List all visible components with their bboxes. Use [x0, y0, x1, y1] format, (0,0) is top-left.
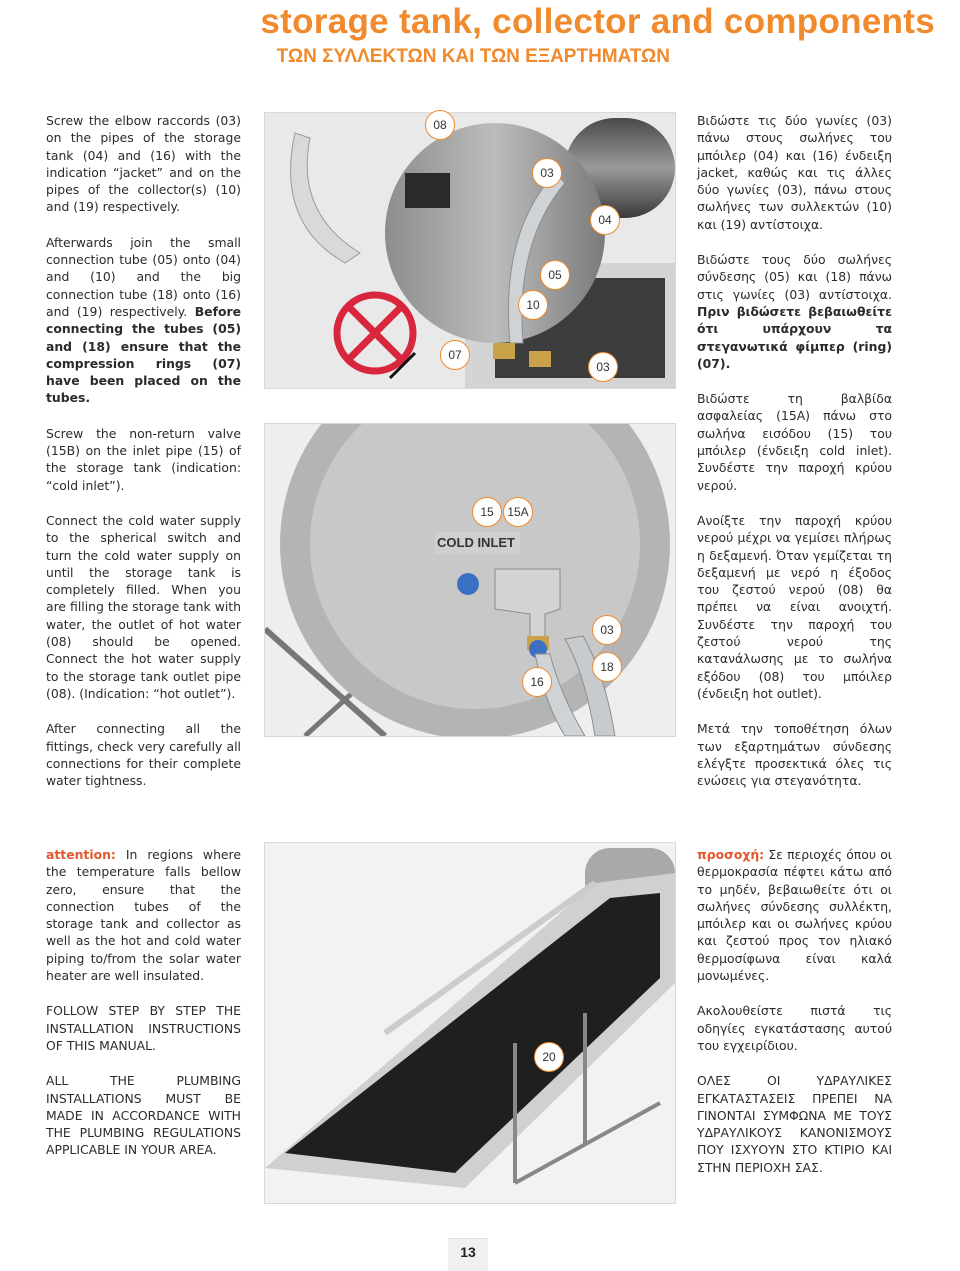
cold-inlet-label: COLD INLET — [437, 535, 515, 550]
callout-03: 03 — [588, 352, 618, 382]
callout-07: 07 — [440, 340, 470, 370]
text: In regions where the temperature falls bellow zero, ensure that the connection tubes of the storage tank and collector as well as the hot and cold water piping to/from the solar water heater are well insulated. — [46, 847, 241, 984]
paragraph: Μετά την τοποθέτηση όλων των εξαρτημάτων σύνδεσης ελέγξτε προσεκτικά όλες τις ενώσεις για στεγανότητα. — [697, 721, 892, 789]
paragraph — [697, 251, 892, 372]
text: Afterwards join the small connection tube (05) onto (04) and (10) and the big connection tube (18) onto (16) and (19) respectively. — [46, 234, 241, 319]
instructions-en — [46, 112, 241, 807]
text: Βιδώστε τους δύο σωλήνες σύνδεσης (05) και (18) πάνω στις γωνίες (03) αντίστοιχα. — [697, 252, 892, 302]
paragraph: ALL THE PLUMBING INSTALLATIONS MUST BE MADE IN ACCORDANCE WITH THE PLUMBING REGULATIONS APPLICABLE IN YOUR AREA. — [46, 1073, 241, 1158]
notes-gr — [697, 846, 892, 1194]
callout-18: 18 — [592, 652, 622, 682]
page-subtitle-greek: ΤΩΝ ΣΥΛΛΕΚΤΩΝ ΚΑΙ ΤΩΝ ΕΞΑΡΤΗΜΑΤΩΝ — [276, 46, 670, 67]
attention-label: attention: — [46, 847, 116, 862]
paragraph: ΟΛΕΣ ΟΙ ΥΔΡΑΥΛΙΚΕΣ ΕΓΚΑΤΑΣΤΑΣΕΙΣ ΠΡΕΠΕΙ ΝΑ ΓΙΝΟΝΤΑΙ ΣΥΜΦΩΝΑ ΜΕ ΤΟΥΣ ΥΔΡΑΥΛΙΚΟΥΣ ΚΑΝΟΝΙΣΜΟΥΣ ΠΟΥ ΙΣΧΥΟΥΝ ΣΤΟ ΚΤΙΡΙΟ ΚΑΙ ΣΤΗΝ ΠΕΡΙΟΧΗ ΣΑΣ. — [697, 1073, 892, 1175]
collector-figure — [264, 842, 676, 1204]
page-title: storage tank, collector and components — [260, 2, 935, 41]
tank-connections-figure — [264, 112, 676, 389]
callout-20: 20 — [534, 1042, 564, 1072]
text: Σε περιοχές όπου οι θερμοκρασία πέφτει κάτω από το μηδέν, βεβαιωθείτε ότι οι σωλήνες σύνδεσης συλλέκτη, μπόιλερ και οι σωλήνες κρύου και ζεστού προς τον ηλιακό θερμοσίφωνα είναι καλά μονωμένες. — [697, 847, 892, 984]
paragraph: After connecting all the fittings, check very carefully all connections for their complete water tightness. — [46, 721, 241, 789]
paragraph — [697, 846, 892, 984]
callout-15: 15 — [472, 497, 502, 527]
callout-15a: 15A — [503, 497, 533, 527]
callout-10: 10 — [518, 290, 548, 320]
paragraph: Βιδώστε τις δύο γωνίες (03) πάνω στους σωλήνες του μπόιλερ (04) και (16) ένδειξη jacket, καθώς και τις άλλες δύο γωνίες (03), πάνω στους σωλήνες των συλλεκτών (10) και (19) αντίστοιχα. — [697, 113, 892, 232]
tank-connections-drawing — [265, 113, 675, 388]
notes-en — [46, 846, 241, 1177]
paragraph: Ακολουθείστε πιστά τις οδηγίες εγκατάστασης αυτού του εγχειρίδιου. — [697, 1003, 892, 1053]
paragraph: FOLLOW STEP BY STEP THE INSTALLATION INSTRUCTIONS OF THIS MANUAL. — [46, 1003, 241, 1053]
callout-03: 03 — [532, 158, 562, 188]
paragraph — [46, 234, 241, 407]
collector-drawing — [265, 843, 675, 1203]
page-number: 13 — [460, 1244, 476, 1260]
paragraph: Screw the elbow raccords (03) on the pipes of the storage tank (04) and (16) with the indication “jacket” and on the pipes of the collector(s) (10) and (19) respectively. — [46, 113, 241, 215]
paragraph: Ανοίξτε την παροχή κρύου νερού μέχρι να γεμίσει πλήρως η δεξαμενή. Όταν γεμίζεται τη δεξαμενή με νερό η έξοδος του ζεστού νερού (08) θα πρέπει να είναι ανοιχτή. Συνδέστε την παροχή του ζεστού νερού της κατανάλωσης με το σωλήνα εξόδου (08) του μπόιλερ (ένδειξη hot outlet). — [697, 512, 892, 701]
cold-inlet-drawing — [265, 424, 675, 736]
callout-04: 04 — [590, 205, 620, 235]
paragraph: Screw the non-return valve (15B) on the inlet pipe (15) of the storage tank (indication: “cold inlet”). — [46, 425, 241, 493]
instructions-gr — [697, 112, 892, 807]
paragraph — [46, 846, 241, 984]
callout-05: 05 — [540, 260, 570, 290]
warning-text: Πριν βιδώσετε βεβαιωθείτε ότι υπάρχουν τα στεγανωτικά φίμπερ (ring) (07). — [697, 303, 892, 371]
paragraph: Connect the cold water supply to the spherical switch and turn the cold water supply on until the storage tank is completely filled. When you are filling the storage tank with water, the outlet of hot water (08) should be opened. Connect the hot water supply to the storage tank outlet pipe (08). (Indication: “hot outlet”). — [46, 512, 241, 701]
callout-03: 03 — [592, 615, 622, 645]
callout-16: 16 — [522, 667, 552, 697]
callout-08: 08 — [425, 110, 455, 140]
cold-inlet-figure — [264, 423, 676, 737]
attention-label: προσοχή: — [697, 847, 765, 862]
warning-text: Before connecting the tubes (05) and (18) ensure that the compression rings (07) have been placed on the tubes. — [46, 303, 241, 406]
paragraph: Βιδώστε τη βαλβίδα ασφαλείας (15A) πάνω στο σωλήνα εισόδου (15) του μπόιλερ (ένδειξη cold inlet). Συνδέστε την παροχή κρύου νερού. — [697, 391, 892, 493]
